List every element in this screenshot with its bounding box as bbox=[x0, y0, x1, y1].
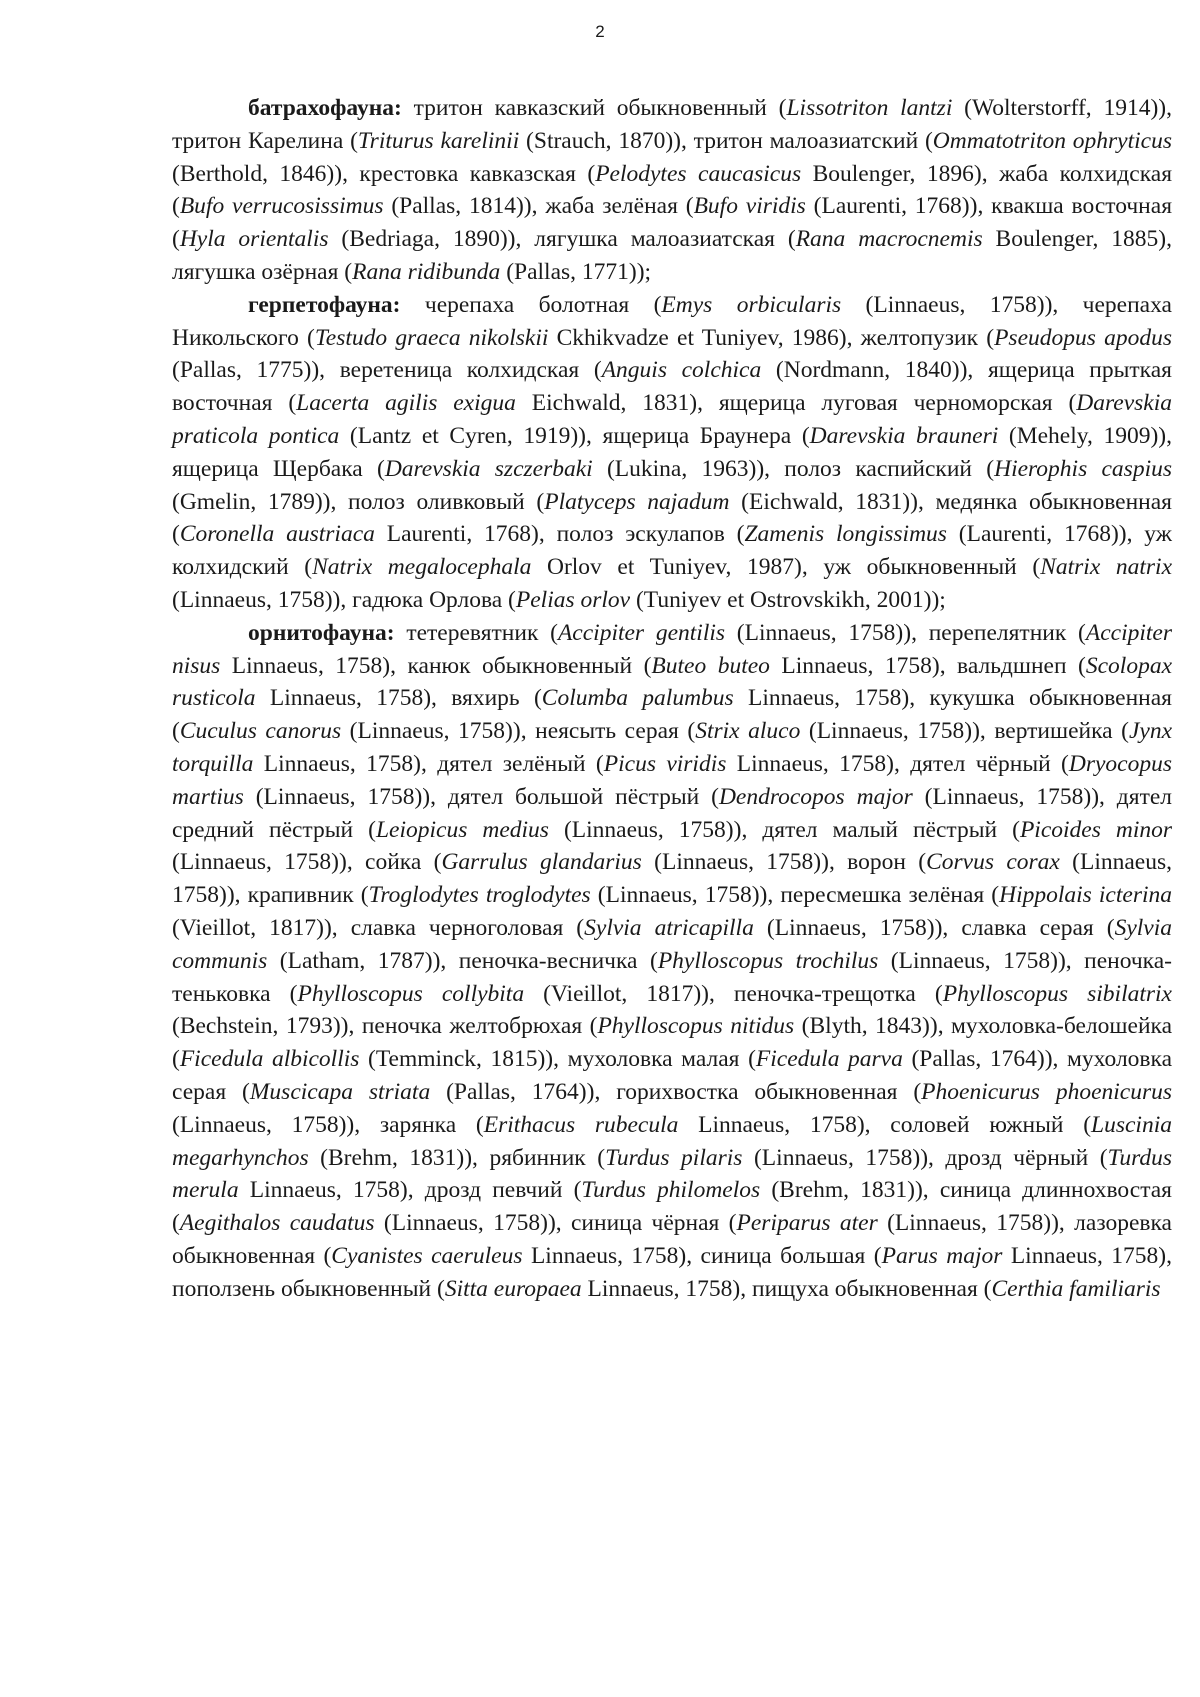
text-run: (Vieillot, 1817)), славка черноголовая ( bbox=[172, 914, 585, 941]
species-latin-name: Darevskia szczerbaki bbox=[384, 455, 593, 482]
species-latin-name: Dryocopus martius bbox=[172, 750, 1172, 810]
text-run: тритон кавказский обыкновенный ( bbox=[401, 95, 787, 121]
species-latin-name: Luscinia megarhynchos bbox=[172, 1111, 1172, 1171]
text-run: (Laurenti, 1768)), квакша восточная ( bbox=[172, 193, 1172, 253]
text-run: Linnaeus, 1758), пищуха обыкновенная ( bbox=[581, 1275, 992, 1302]
text-run: (Bedriaga, 1890)), лягушка малоазиатская ( bbox=[328, 226, 796, 253]
species-latin-name: Parus major bbox=[881, 1242, 1003, 1269]
species-latin-name: Corvus corax bbox=[926, 849, 1060, 876]
species-latin-name: Phylloscopus nitidus bbox=[597, 1013, 795, 1040]
text-run: Linnaeus, 1758), вяхирь ( bbox=[255, 685, 542, 712]
text-run: (Blyth, 1843)), мухоловка-белошейка ( bbox=[172, 1013, 1173, 1073]
text-run: (Pallas, 1775)), веретеница колхидская ( bbox=[172, 357, 602, 384]
species-latin-name: Pelias orlov bbox=[515, 586, 631, 613]
species-latin-name: Cyanistes caeruleus bbox=[331, 1242, 523, 1269]
text-run: Ckhikvadze et Tuniyev, 1986), желтопузик ( bbox=[548, 324, 995, 351]
species-latin-name: Testudo graeca nikolskii bbox=[314, 324, 549, 351]
paragraph-batrakhofauna bbox=[172, 92, 1172, 289]
text-run: Linnaeus, 1758), вальдшнеп ( bbox=[769, 652, 1086, 679]
paragraph-ornitofauna bbox=[172, 617, 1172, 1306]
text-run: (Linnaeus, 1758)), дятел малый пёстрый ( bbox=[548, 816, 1020, 843]
text-run: (Linnaeus, 1758)), неясыть серая ( bbox=[341, 718, 696, 745]
species-latin-name: Aegithalos caudatus bbox=[179, 1210, 375, 1237]
species-latin-name: Picus viridis bbox=[603, 750, 727, 777]
text-run: (Bechstein, 1793)), пеночка желтобрюхая ( bbox=[172, 1013, 598, 1040]
text-run: (Temminck, 1815)), мухоловка малая ( bbox=[359, 1046, 756, 1073]
document-body bbox=[172, 92, 1172, 1305]
text-run: (Eichwald, 1831)), медянка обыкновенная ( bbox=[172, 488, 1172, 548]
text-run: (Linnaeus, 1758)), черепаха Никольского ( bbox=[172, 291, 1172, 351]
species-latin-name: Cuculus canorus bbox=[179, 718, 342, 745]
text-run: Boulenger, 1896), жаба колхидская ( bbox=[172, 160, 1172, 220]
text-run: Orlov et Tuniyev, 1987), уж обыкновенный ( bbox=[531, 554, 1041, 581]
section-heading-ornitofauna: орнитофауна: bbox=[248, 619, 395, 646]
text-run: (Pallas, 1764)), мухоловка серая ( bbox=[172, 1046, 1173, 1105]
text-run: (Lukina, 1963)), полоз каспийский ( bbox=[592, 455, 995, 482]
species-latin-name: Rana macrocnemis bbox=[795, 226, 983, 253]
species-latin-name: Darevskia brauneri bbox=[809, 422, 999, 449]
text-run: (Brehm, 1831)), рябинник ( bbox=[308, 1144, 606, 1171]
species-latin-name: Lissotriton lantzi bbox=[786, 95, 953, 121]
text-run: Laurenti, 1768), полоз эскулапов ( bbox=[374, 521, 745, 548]
species-latin-name: Ficedula parva bbox=[755, 1046, 903, 1073]
species-latin-name: Columba palumbus bbox=[541, 685, 734, 712]
text-run: (Linnaeus, 1758)), вертишейка ( bbox=[800, 718, 1129, 745]
text-run: (Mehely, 1909)), ящерица Щербака ( bbox=[172, 422, 1172, 482]
species-latin-name: Sitta europaea bbox=[444, 1275, 582, 1302]
text-run: (Berthold, 1846)), крестовка кавказская ( bbox=[172, 160, 596, 187]
text-run: (Pallas, 1814)), жаба зелёная ( bbox=[383, 193, 694, 220]
species-latin-name: Lacerta agilis exigua bbox=[296, 390, 516, 417]
text-run: Linnaeus, 1758), синица большая ( bbox=[522, 1242, 882, 1269]
text-run: (Brehm, 1831)), синица длиннохвостая ( bbox=[172, 1177, 1172, 1237]
species-latin-name: Periparus ater bbox=[736, 1210, 878, 1237]
text-run: (Linnaeus, 1758)), лазоревка обыкновенная ( bbox=[172, 1210, 1172, 1269]
species-latin-name: Platyceps najadum bbox=[544, 488, 730, 515]
species-latin-name: Rana ridibunda bbox=[352, 258, 501, 285]
text-run: (Linnaeus, 1758)), пеночка-теньковка ( bbox=[172, 947, 1172, 1007]
species-latin-name: Coronella austriaca bbox=[179, 521, 375, 548]
species-latin-name: Muscicapa striata bbox=[249, 1078, 431, 1105]
text-run: (Lantz et Cyren, 1919)), ящерица Браунера ( bbox=[339, 422, 810, 449]
species-latin-name: Leiopicus medius bbox=[375, 816, 549, 843]
paragraph-text bbox=[172, 292, 1172, 613]
text-run: (Linnaeus, 1758)), крапивник ( bbox=[172, 849, 1172, 909]
species-latin-name: Garrulus glandarius bbox=[441, 849, 642, 876]
paragraph-gerpetofauna bbox=[172, 289, 1172, 617]
text-run: (Tuniyev et Ostrovskikh, 2001)); bbox=[630, 586, 946, 613]
species-latin-name: Darevskia praticola pontica bbox=[172, 390, 1173, 449]
text-run: Linnaeus, 1758), дятел чёрный ( bbox=[726, 750, 1069, 777]
text-run: Linnaeus, 1758), дятел зелёный ( bbox=[253, 750, 604, 777]
species-latin-name: Strix aluco bbox=[695, 718, 801, 745]
paragraph-text bbox=[172, 95, 1172, 285]
species-latin-name: Sylvia atricapilla bbox=[584, 914, 754, 941]
text-run: (Linnaeus, 1758)), ворон ( bbox=[641, 849, 927, 876]
text-run: (Linnaeus, 1758)), дятел средний пёстрый ( bbox=[172, 783, 1172, 843]
section-heading-gerpetofauna: герпетофауна: bbox=[248, 291, 401, 318]
species-latin-name: Certhia familiaris bbox=[991, 1275, 1161, 1302]
species-latin-name: Buteo buteo bbox=[651, 652, 770, 679]
species-latin-name: Turdus philomelos bbox=[581, 1177, 761, 1204]
text-run: тетеревятник ( bbox=[394, 619, 558, 646]
species-latin-name: Sylvia communis bbox=[172, 914, 1173, 974]
species-latin-name: Bufo viridis bbox=[693, 193, 806, 220]
species-latin-name: Natrix natrix bbox=[1040, 554, 1173, 581]
text-run: Linnaeus, 1758), кукушка обыкновенная ( bbox=[172, 685, 1172, 745]
species-latin-name: Erithacus rubecula bbox=[483, 1111, 679, 1138]
text-run: Linnaeus, 1758), поползень обыкновенный ( bbox=[172, 1242, 1172, 1302]
paragraph-text bbox=[172, 620, 1172, 1302]
species-latin-name: Pseudopus apodus bbox=[994, 324, 1172, 351]
species-latin-name: Turdus pilaris bbox=[605, 1144, 743, 1171]
text-run: (Latham, 1787)), пеночка-весничка ( bbox=[267, 947, 658, 974]
text-run: (Linnaeus, 1758)), синица чёрная ( bbox=[374, 1210, 737, 1237]
text-run: (Linnaeus, 1758)), сойка ( bbox=[172, 849, 442, 876]
text-run: Linnaeus, 1758), дрозд певчий ( bbox=[238, 1177, 582, 1204]
species-latin-name: Triturus karelinii bbox=[357, 127, 520, 154]
text-run: Linnaeus, 1758), соловей южный ( bbox=[678, 1111, 1092, 1138]
text-run: (Pallas, 1764)), горихвостка обыкновенная ( bbox=[430, 1078, 922, 1105]
species-latin-name: Zamenis longissimus bbox=[744, 521, 947, 548]
species-latin-name: Bufo verrucosissimus bbox=[179, 193, 384, 220]
species-latin-name: Emys orbicularis bbox=[661, 291, 842, 318]
species-latin-name: Dendrocopos major bbox=[718, 783, 913, 810]
species-latin-name: Ommatotriton ophryticus bbox=[932, 127, 1172, 154]
species-latin-name: Ficedula albicollis bbox=[179, 1046, 360, 1073]
text-run: Boulenger, 1885), лягушка озёрная ( bbox=[172, 226, 1172, 285]
text-run: (Linnaeus, 1758)), перепелятник ( bbox=[725, 619, 1086, 646]
species-latin-name: Phylloscopus trochilus bbox=[657, 947, 879, 974]
text-run: (Linnaeus, 1758)), дрозд чёрный ( bbox=[742, 1144, 1108, 1171]
species-latin-name: Turdus merula bbox=[172, 1144, 1173, 1204]
text-run: (Nordmann, 1840)), ящерица прыткая восточная ( bbox=[172, 357, 1172, 417]
species-latin-name: Jynx torquilla bbox=[172, 718, 1173, 777]
species-latin-name: Picoides minor bbox=[1019, 816, 1173, 843]
text-run: Eichwald, 1831), ящерица луговая черноморская ( bbox=[515, 390, 1077, 417]
text-run: (Laurenti, 1768)), уж колхидский ( bbox=[172, 521, 1172, 581]
species-latin-name: Accipiter nisus bbox=[172, 619, 1173, 679]
species-latin-name: Phoenicurus phoenicurus bbox=[921, 1078, 1172, 1105]
species-latin-name: Hippolais icterina bbox=[999, 882, 1172, 909]
text-run: (Linnaeus, 1758)), славка серая ( bbox=[753, 914, 1115, 941]
text-run: Linnaeus, 1758), канюк обыкновенный ( bbox=[220, 652, 652, 679]
species-latin-name: Troglodytes troglodytes bbox=[368, 882, 591, 909]
text-run: (Linnaeus, 1758)), гадюка Орлова ( bbox=[172, 586, 516, 613]
species-latin-name: Phylloscopus sibilatrix bbox=[942, 980, 1172, 1007]
species-latin-name: Accipiter gentilis bbox=[557, 619, 726, 646]
species-latin-name: Anguis colchica bbox=[601, 357, 762, 384]
species-latin-name: Natrix megalocephala bbox=[312, 554, 532, 581]
text-run: (Linnaeus, 1758)), дятел большой пёстрый ( bbox=[243, 783, 719, 810]
text-run: (Gmelin, 1789)), полоз оливковый ( bbox=[172, 488, 545, 515]
text-run: (Linnaeus, 1758)), пересмешка зелёная ( bbox=[590, 882, 1000, 909]
page-number: 2 bbox=[595, 22, 605, 41]
text-run: черепаха болотная ( bbox=[400, 291, 662, 318]
species-latin-name: Pelodytes caucasicus bbox=[595, 160, 802, 187]
species-latin-name: Scolopax rusticola bbox=[172, 652, 1172, 712]
species-latin-name: Phylloscopus collybita bbox=[297, 980, 525, 1007]
text-run: (Strauch, 1870)), тритон малоазиатский ( bbox=[519, 127, 933, 154]
section-heading-batrakhofauna: батрахофауна: bbox=[248, 95, 402, 121]
text-run: (Vieillot, 1817)), пеночка-трещотка ( bbox=[524, 980, 943, 1007]
text-run: (Linnaeus, 1758)), зарянка ( bbox=[172, 1111, 484, 1138]
species-latin-name: Hyla orientalis bbox=[179, 226, 329, 253]
text-run: (Pallas, 1771)); bbox=[500, 258, 652, 285]
species-latin-name: Hierophis caspius bbox=[994, 455, 1172, 482]
text-run: (Wolterstorff, 1914)), тритон Карелина ( bbox=[172, 95, 1172, 154]
